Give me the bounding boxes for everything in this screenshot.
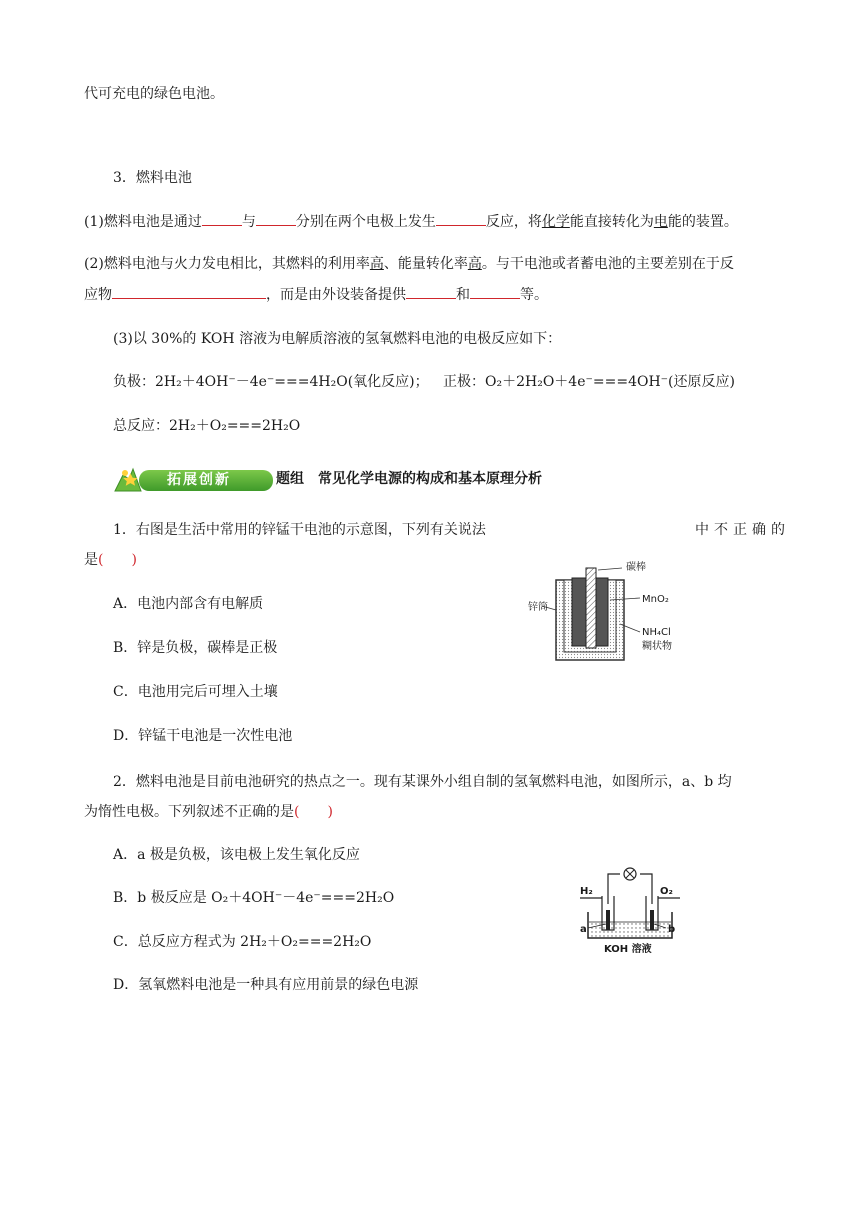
paragraph-3: (3)以 30%的 KOH 溶液为电解质溶液的氢氧燃料电池的电极反应如下： (113, 331, 562, 347)
zinc-can-label: 锌筒 (528, 602, 548, 613)
q1-option-a: A．电池内部含有电解质 (113, 596, 264, 612)
q2-option-b: B．b 极反应是 O₂＋4OH⁻－4e⁻===2H₂O (113, 890, 395, 906)
mno2-label: MnO₂ (642, 594, 669, 605)
q1-option-b: B．锌是负极，碳棒是正极 (113, 640, 278, 656)
total-reaction-equation: 总反应：2H₂＋O₂===2H₂O (113, 418, 301, 434)
fuel-cell-diagram (578, 858, 682, 962)
answer-paren: ( ) (98, 552, 137, 568)
banner-title: 题组 常见化学电源的构成和基本原理分析 (276, 471, 542, 487)
koh-solution-label: KOH 溶液 (604, 944, 652, 955)
q2-stem: 2．燃料电池是目前电池研究的热点之一。现有某课外小组自制的氢氧燃料电池，如图所示，a、b 均 (113, 774, 732, 790)
positive-electrode-equation: 正极：O₂＋2H₂O＋4e⁻===4OH⁻(还原反应) (443, 374, 735, 390)
answer-paren: ( ) (294, 804, 333, 820)
answer-blank (202, 211, 242, 226)
q1-option-d: D．锌锰干电池是一次性电池 (113, 728, 293, 744)
answer-blank (470, 284, 520, 299)
answer-blank (406, 284, 456, 299)
section-heading: 3．燃料电池 (113, 170, 192, 186)
q2-option-d: D．氢氧燃料电池是一种具有应用前景的绿色电源 (113, 977, 419, 993)
q1-option-c: C．电池用完后可埋入土壤 (113, 684, 278, 700)
q2-stem-continued: 为惰性电极。下列叙述不正确的是( ) (84, 804, 333, 820)
answer-blank (436, 211, 486, 226)
paragraph-2-line-1: (2)燃料电池与火力发电相比，其燃料的利用率高、能量转化率高。与干电池或者蓄电池的主要差别在于反 (84, 256, 734, 272)
electrode-b-label: b (668, 924, 676, 935)
negative-electrode-equation: 负极：2H₂＋4OH⁻－4e⁻===4H₂O(氧化反应)； (113, 374, 429, 390)
electrode-a-label: a (580, 924, 587, 935)
q1-stem-continued: 是( ) (84, 552, 137, 568)
answer-blank (256, 211, 296, 226)
h2-label: H₂ (580, 886, 593, 897)
dry-cell-diagram (528, 560, 688, 664)
nh4cl-label: NH₄Cl (642, 627, 671, 638)
answer-blank (112, 284, 266, 299)
q2-option-a: A．a 极是负极，该电极上发生氧化反应 (113, 847, 360, 863)
carbon-rod-label: 碳棒 (626, 562, 646, 573)
extension-banner (111, 465, 275, 495)
paste-label: 糊状物 (642, 641, 672, 652)
paragraph-1: (1)燃料电池是通过 与 分别在两个电极上发生 反应，将化学能直接转化为电能的装置。 (84, 211, 738, 232)
paragraph-2-line-2: 应物 ，而是由外设装备提供 和 等。 (84, 284, 548, 305)
banner-badge-text: 拓展创新 (167, 472, 231, 488)
intro-line: 代可充电的绿色电池。 (84, 86, 224, 102)
q2-option-c: C．总反应方程式为 2H₂＋O₂===2H₂O (113, 934, 372, 950)
q1-stem: 1．右图是生活中常用的锌锰干电池的示意图，下列有关说法 (113, 522, 486, 538)
o2-label: O₂ (660, 886, 673, 897)
q1-stem-right: 中不正确的 (695, 522, 790, 538)
